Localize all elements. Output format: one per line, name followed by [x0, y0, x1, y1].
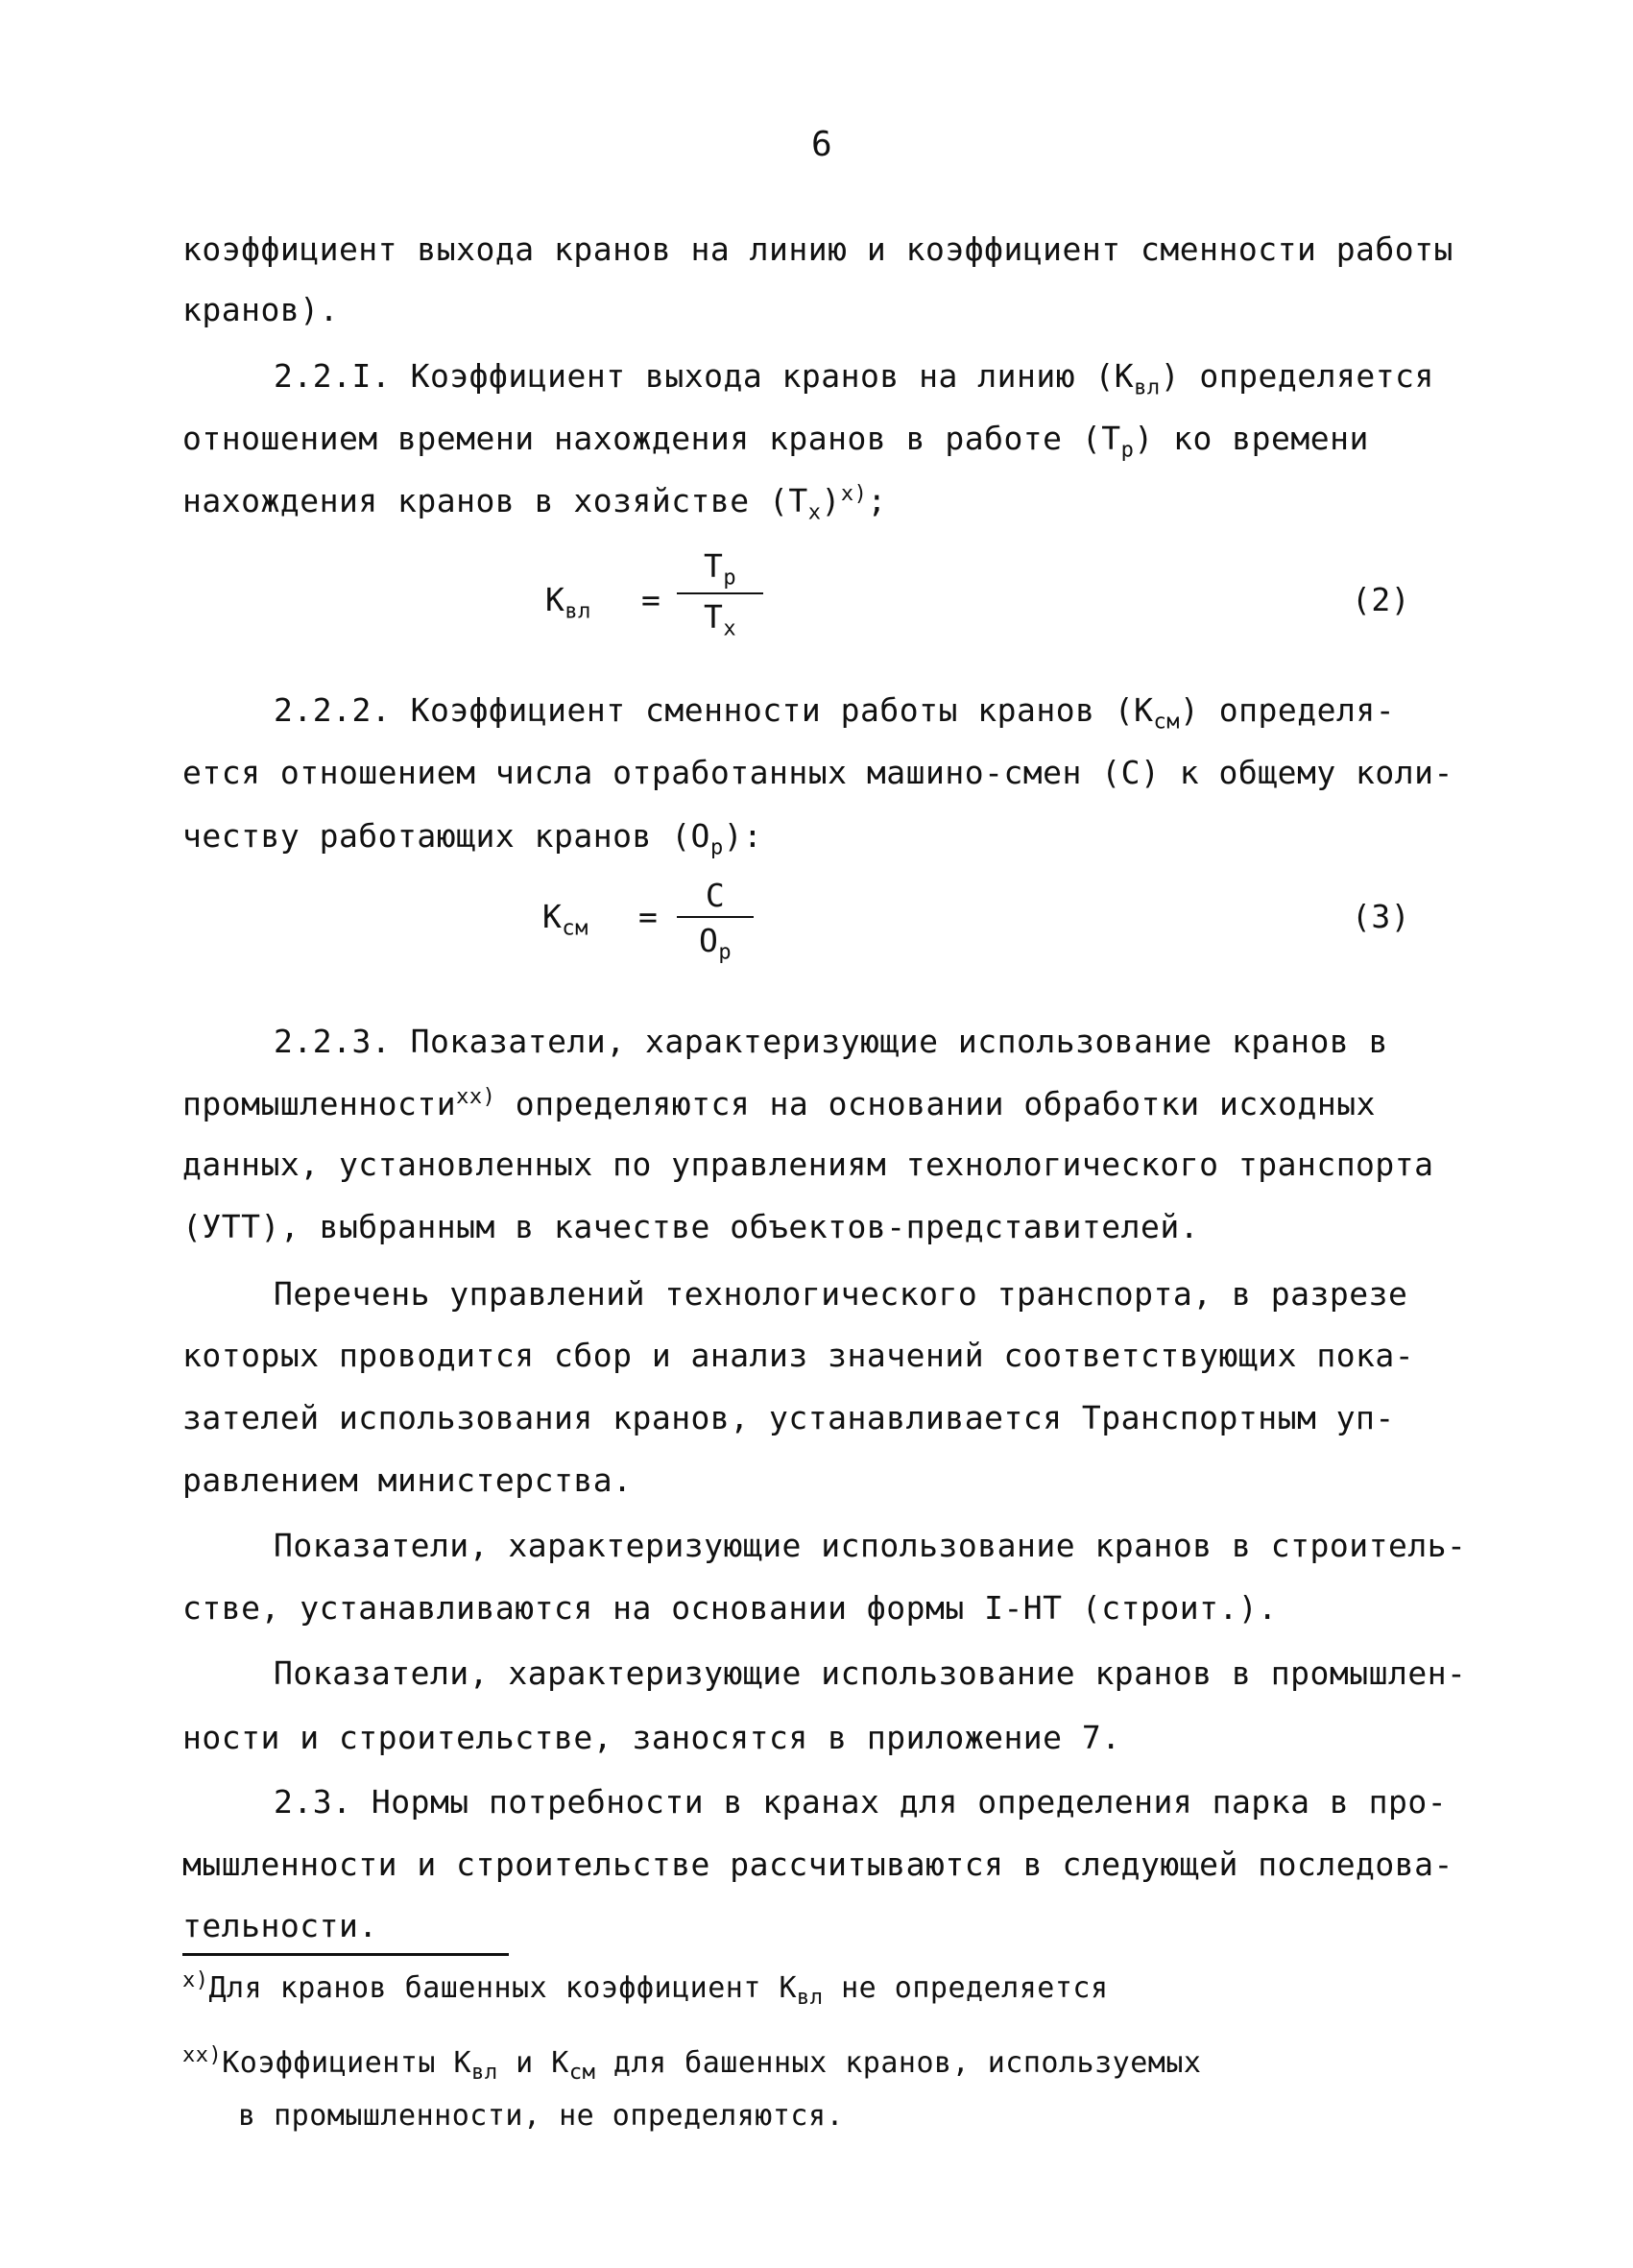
text: О — [698, 922, 719, 959]
text: 2.2.I. Коэффициент выхода кранов на линию (К — [274, 357, 1135, 395]
text-line — [182, 1085, 1376, 1122]
section-2-3-line-1 — [274, 1783, 1447, 1821]
text-line — [274, 1527, 1466, 1564]
subscript: вл — [1134, 375, 1161, 400]
text: определяются на основании обработки исходных — [495, 1085, 1376, 1122]
text: честву работающих кранов (О — [182, 817, 710, 855]
text-line — [182, 817, 762, 860]
subscript: см — [562, 916, 588, 941]
section-2-2-3-line-1 — [274, 1023, 1388, 1060]
text: не определяется — [823, 1971, 1109, 2005]
text: Перечень управлений технологического транспорта, в разрезе — [274, 1275, 1408, 1313]
text-line — [274, 1654, 1466, 1692]
text-line — [182, 1208, 1199, 1245]
text: Коэффициенты К — [222, 2046, 472, 2080]
text: кранов). — [182, 291, 339, 328]
text-line — [182, 1461, 632, 1499]
text-line — [182, 1146, 1434, 1183]
text: которых проводится сбор и анализ значений соответствующих пока- — [182, 1337, 1415, 1374]
formula-2-fraction — [677, 547, 763, 640]
text: 2.2.2. Коэффициент сменности работы кранов (К — [274, 691, 1154, 729]
text: ется отношением числа отработанных машино-смен (С) к общему коли- — [182, 754, 1453, 791]
numerator — [677, 547, 763, 594]
text: промышленности — [182, 1085, 457, 1122]
subscript: р — [709, 835, 724, 860]
text: ) ко времени — [1134, 420, 1369, 457]
text-line — [182, 754, 1453, 791]
text: ) определяется — [1160, 357, 1434, 395]
text: Показатели, характеризующие использование кранов в строитель- — [274, 1527, 1467, 1564]
section-2-2-2-line-1 — [274, 691, 1395, 735]
text: отношением времени нахождения кранов в работе (Т — [182, 420, 1121, 457]
text: данных, установленных по управлениям технологического транспорта — [182, 1146, 1434, 1183]
text: стве, устанавливаются на основании формы I-НТ (строит.). — [182, 1589, 1278, 1627]
text-line — [182, 1399, 1395, 1436]
text: равлением министерства. — [182, 1461, 633, 1499]
subscript: см — [568, 2061, 596, 2085]
formula-3-lhs — [542, 898, 588, 941]
text-line — [182, 230, 1453, 268]
text: ): — [723, 817, 763, 855]
text-line — [182, 1337, 1414, 1374]
subscript: х — [807, 500, 822, 525]
text: Для кранов башенных коэффициент К — [208, 1971, 798, 2005]
text-line — [182, 1719, 1121, 1756]
footnote-marker: х) — [182, 1968, 209, 1992]
denominator — [677, 918, 754, 965]
text-line — [182, 1846, 1453, 1883]
footnote-marker: х) — [840, 482, 868, 506]
footnote-2-line-2: в промышленности, не определяются. — [238, 2099, 845, 2133]
text: зателей использования кранов, устанавливается Транспортным уп- — [182, 1399, 1395, 1436]
text-line — [182, 1907, 378, 1944]
text: С — [705, 877, 726, 914]
text-line — [182, 1589, 1278, 1627]
subscript: вл — [797, 1986, 824, 2010]
subscript: вл — [471, 2061, 498, 2085]
text: ности и строительстве, заносятся в приложение 7. — [182, 1719, 1121, 1756]
text-line — [274, 1275, 1407, 1313]
text-line — [182, 291, 339, 328]
formula-3-fraction — [677, 877, 754, 965]
equation-number-2: (2) — [1352, 581, 1411, 618]
footnote-1 — [182, 1968, 1109, 2010]
text: 2.3. Нормы потребности в кранах для определения парка в про- — [274, 1783, 1448, 1821]
formula-2-equals: = — [641, 581, 661, 618]
equation-number-3: (3) — [1352, 898, 1411, 935]
text: коэффициент выхода кранов на линию и коэффициент сменности работы — [182, 230, 1453, 268]
text: тельности. — [182, 1907, 378, 1944]
text: ) определя- — [1180, 691, 1396, 729]
subscript: вл — [564, 599, 591, 624]
subscript: р — [1120, 438, 1135, 463]
footnote-marker: хх) — [182, 2043, 223, 2067]
text: Т — [703, 547, 724, 585]
subscript: см — [1153, 710, 1181, 735]
text: К — [542, 898, 563, 935]
text: и К — [497, 2046, 569, 2080]
page-number: 6 — [811, 125, 833, 164]
footnote-separator — [182, 1953, 509, 1956]
subscript: р — [723, 566, 737, 591]
text: для башенных кранов, используемых — [595, 2046, 1202, 2080]
text: мышленности и строительстве рассчитываются в следующей последова- — [182, 1846, 1453, 1883]
text: К — [545, 581, 565, 618]
footnote-2 — [182, 2043, 1201, 2085]
text: 2.2.3. Показатели, характеризующие использование кранов в — [274, 1023, 1388, 1060]
text: Показатели, характеризующие использование кранов в промышлен- — [274, 1654, 1467, 1692]
text: нахождения кранов в хозяйстве (Т — [182, 482, 808, 519]
footnote-marker: хх) — [456, 1085, 496, 1109]
formula-2-lhs — [545, 581, 591, 624]
text-line — [182, 420, 1369, 463]
text: (УТТ), выбранным в качестве объектов-представителей. — [182, 1208, 1200, 1245]
numerator — [677, 877, 754, 918]
text: ) — [821, 482, 841, 519]
text: Т — [703, 597, 724, 636]
denominator — [677, 594, 763, 641]
text-line — [182, 482, 887, 525]
section-2-2-1-line-1 — [274, 357, 1434, 400]
formula-3-equals: = — [638, 898, 659, 935]
subscript: р — [718, 940, 732, 965]
text: ; — [867, 482, 887, 519]
subscript: х — [723, 616, 737, 641]
